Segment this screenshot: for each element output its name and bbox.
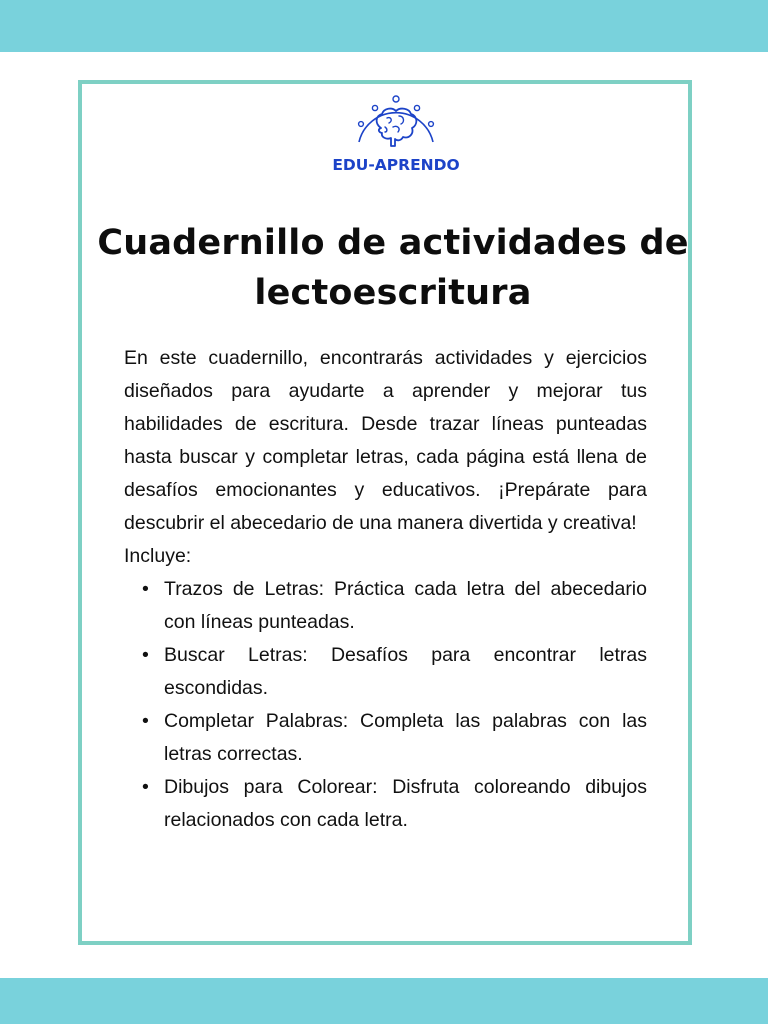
page-title [96,218,690,318]
brand-name: EDU-APRENDO [332,156,460,174]
bullet-icon: • [142,776,149,798]
bottom-color-band [0,978,768,1024]
bullet-icon: • [142,710,149,732]
includes-label: Incluye: [124,545,192,567]
includes-list [124,573,647,837]
intro-paragraph: En este cuadernillo, encontrarás actividades y ejercicios diseñados para ayudarte a aprender y mejorar tus habilidades de escritura. Desde trazar líneas punteadas hasta buscar y completar letras, cada página está llena de desafíos emocionantes y educativos. ¡Prepárate para descubrir el abecedario de una manera divertida y creativa! [124,347,647,534]
list-item [142,705,647,771]
list-item-text: Trazos de Letras: Práctica cada letra del abecedario con líneas punteadas. [164,578,647,633]
title-line-1: Cuadernillo de actividades de [97,223,689,263]
list-item-text: Dibujos para Colorear: Disfruta coloreando dibujos relacionados con cada letra. [164,776,647,831]
list-item [142,639,647,705]
list-item [142,573,647,639]
list-item-text: Completar Palabras: Completa las palabras con las letras correctas. [164,710,647,765]
edu-aprendo-logo [331,94,461,184]
body-text [124,342,647,837]
bullet-icon: • [142,644,149,666]
top-color-band [0,0,768,52]
bullet-icon: • [142,578,149,600]
list-item [142,771,647,837]
list-item-text: Buscar Letras: Desafíos para encontrar letras escondidas. [164,644,647,699]
title-line-2: lectoescritura [254,273,532,313]
brain-icon [331,94,461,184]
